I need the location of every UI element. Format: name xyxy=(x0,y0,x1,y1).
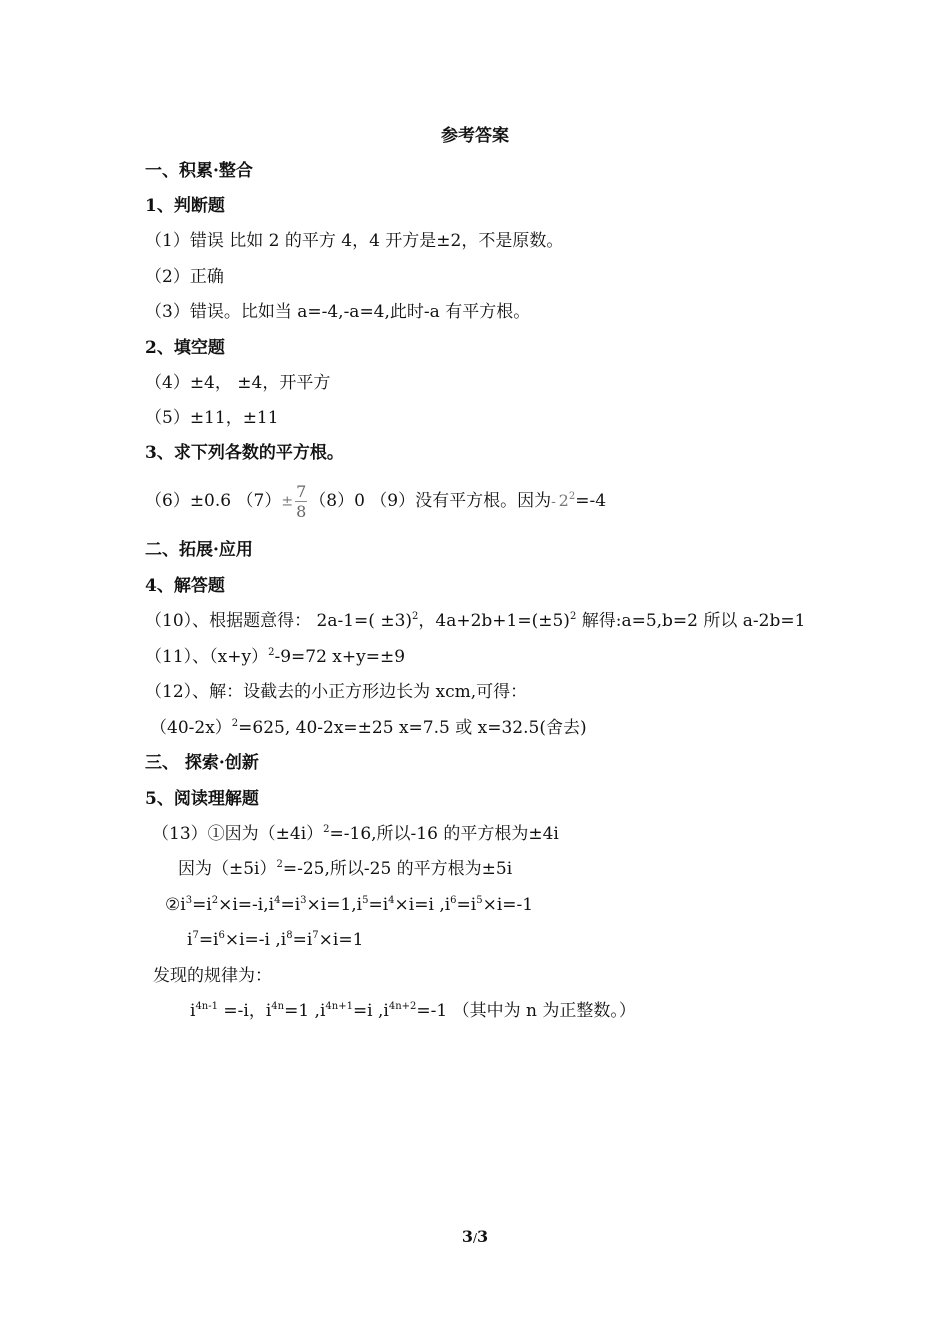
page-title: 参考答案 xyxy=(441,126,509,146)
negative-square-expression: - $2^2$ xyxy=(551,491,576,510)
plus-minus-sign: ± xyxy=(281,493,294,510)
answer-9-result: =-4 xyxy=(575,491,607,511)
fraction-numerator: 7 xyxy=(296,482,307,501)
answer-6-9 xyxy=(145,481,606,522)
answer-12: （12）、解：设截去的小正方形边长为 xcm,可得： xyxy=(145,682,528,702)
rule-label: 发现的规律为： xyxy=(153,966,272,986)
answer-10: （10）、根据题意得： $2a-1=( \pm 3)^2$，$4a+2b+1=(\pm 5)^2$ 解得:a=5,b=2 所以 a-2b=1 xyxy=(145,611,806,631)
answer-12-equation: $(40-2x)^2=625$, 40-2x=±25 x=7.5 或 x=32.5(舍去) xyxy=(150,718,587,738)
question-4-heading: 4、解答题 xyxy=(145,576,225,596)
fraction-denominator: 8 xyxy=(296,502,307,521)
answer-8-9-text: （8）0 （9）没有平方根。因为 xyxy=(309,491,552,511)
question-5-heading: 5、阅读理解题 xyxy=(145,789,259,809)
section-3-heading: 三、 探索·创新 xyxy=(145,753,259,773)
answer-4: （4）±4， ±4，开平方 xyxy=(145,373,331,393)
question-2-heading: 2、填空题 xyxy=(145,338,225,358)
answer-1: （1）错误 比如 2 的平方 4，4 开方是±2，不是原数。 xyxy=(145,231,564,251)
section-1-heading: 一、积累·整合 xyxy=(145,161,253,181)
page-number: 3/3 xyxy=(461,1227,489,1246)
answer-6-prefix: （6）±0.6 （7） xyxy=(145,491,282,511)
answer-13-part-b: 因为$(\pm 5i)^2=-25$,所以-25 的平方根为±5i xyxy=(178,859,513,879)
answer-5: （5）±11，±11 xyxy=(145,408,279,428)
fraction-seven-eighths xyxy=(295,482,307,521)
answer-2: （2）正确 xyxy=(145,267,224,287)
answer-3: （3）错误。比如当 a=-4,-a=4,此时-a 有平方根。 xyxy=(145,302,531,322)
answer-13-part-c: $②i^3=i^2\times i=-i,i^4=i^3\times i=1,i^5=i^4\times i=i$ $,i^6=i^5\times i=-1$ xyxy=(165,895,534,915)
question-1-heading: 1、判断题 xyxy=(145,196,225,216)
rule-formula: $i^{4n-1} =-i$，$i^{4n}=1$ $,i^{4n+1}=i$ $,i^{4n+2}=-1$ （其中为 n 为正整数。） xyxy=(190,1001,636,1021)
question-3-heading: 3、求下列各数的平方根。 xyxy=(145,443,344,463)
answer-13-part-a: （13）①因为$(\pm 4i)^2=-16$,所以-16 的平方根为±4i xyxy=(152,824,559,844)
answer-11: （11）、$(x+y)^2-9=72$ x+y=±9 xyxy=(145,647,406,667)
answer-13-part-d: $i^7=i^6\times i=-i$ $,i^8=i^7\times i=1$ xyxy=(187,930,364,950)
section-2-heading: 二、拓展·应用 xyxy=(145,540,253,560)
